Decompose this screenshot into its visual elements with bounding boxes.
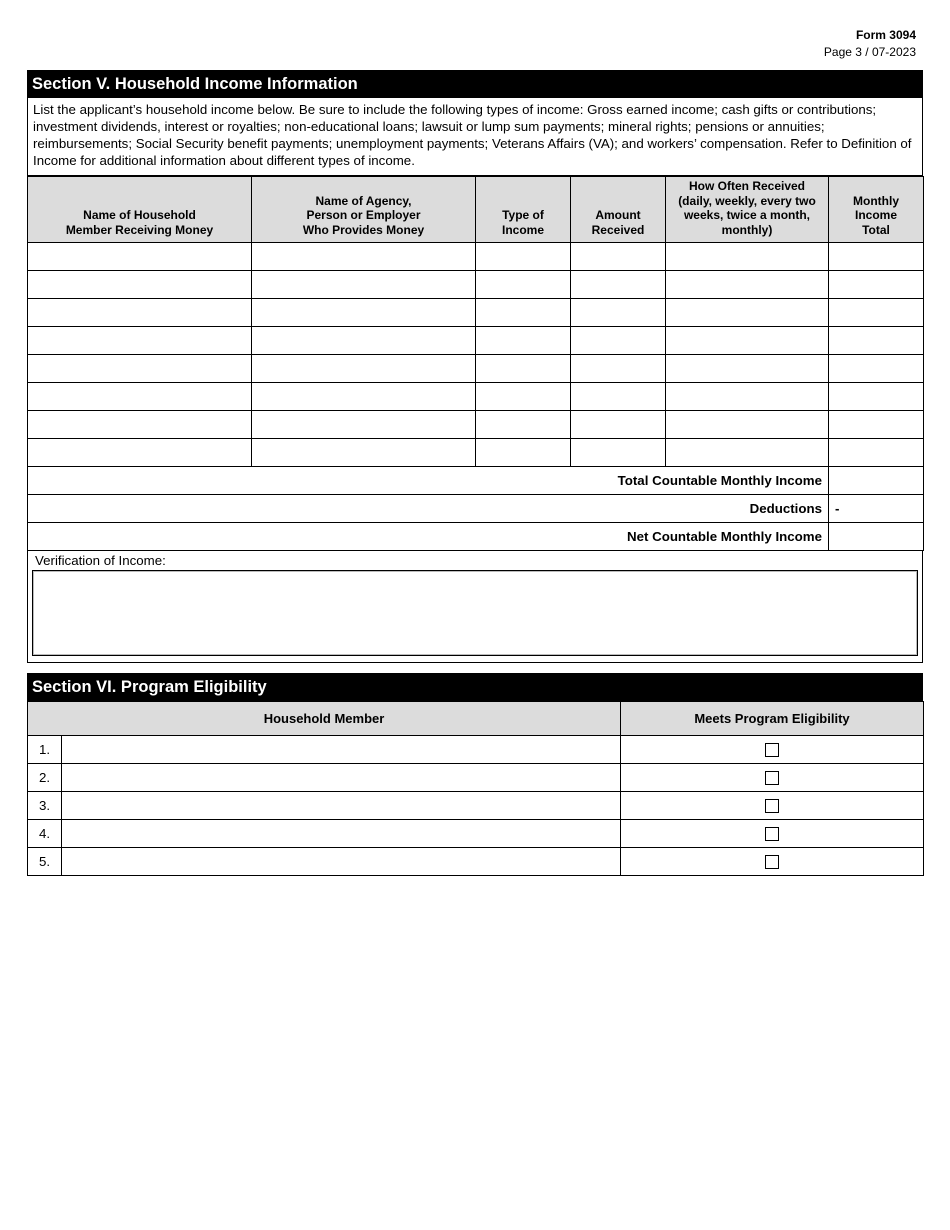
col-household-member: Household Member bbox=[28, 702, 621, 736]
frequency-field[interactable] bbox=[666, 355, 829, 383]
deductions-label: Deductions bbox=[28, 495, 829, 523]
provider-name-field[interactable] bbox=[252, 243, 476, 271]
amount-field[interactable] bbox=[571, 299, 666, 327]
provider-name-field[interactable] bbox=[252, 299, 476, 327]
eligibility-header-row bbox=[28, 702, 924, 736]
member-name-field[interactable] bbox=[28, 355, 252, 383]
income-type-field[interactable] bbox=[476, 411, 571, 439]
section-title: Section VI. Program Eligibility bbox=[27, 673, 923, 701]
income-row bbox=[28, 299, 924, 327]
meets-eligibility-checkbox[interactable] bbox=[765, 743, 779, 757]
income-row bbox=[28, 271, 924, 299]
household-member-field[interactable] bbox=[62, 848, 621, 876]
income-type-field[interactable] bbox=[476, 383, 571, 411]
amount-field[interactable] bbox=[571, 383, 666, 411]
monthly-total-field[interactable] bbox=[829, 439, 924, 467]
member-name-field[interactable] bbox=[28, 383, 252, 411]
income-row bbox=[28, 355, 924, 383]
eligibility-row bbox=[28, 764, 924, 792]
frequency-field[interactable] bbox=[666, 411, 829, 439]
verification-box bbox=[27, 551, 923, 663]
net-income-label: Net Countable Monthly Income bbox=[28, 523, 829, 551]
member-name-field[interactable] bbox=[28, 271, 252, 299]
monthly-total-field[interactable] bbox=[829, 383, 924, 411]
section-program-eligibility bbox=[27, 673, 923, 876]
eligibility-table bbox=[27, 701, 924, 876]
income-type-field[interactable] bbox=[476, 271, 571, 299]
row-number: 1. bbox=[28, 736, 62, 764]
frequency-field[interactable] bbox=[666, 383, 829, 411]
provider-name-field[interactable] bbox=[252, 439, 476, 467]
member-name-field[interactable] bbox=[28, 327, 252, 355]
provider-name-field[interactable] bbox=[252, 411, 476, 439]
amount-field[interactable] bbox=[571, 439, 666, 467]
provider-name-field[interactable] bbox=[252, 355, 476, 383]
total-income-row bbox=[28, 467, 924, 495]
col-meets-eligibility: Meets Program Eligibility bbox=[621, 702, 924, 736]
col-income-type: Type of Income bbox=[476, 177, 571, 243]
monthly-total-field[interactable] bbox=[829, 243, 924, 271]
eligibility-cell bbox=[621, 820, 924, 848]
provider-name-field[interactable] bbox=[252, 271, 476, 299]
amount-field[interactable] bbox=[571, 243, 666, 271]
member-name-field[interactable] bbox=[28, 299, 252, 327]
col-amount-received: Amount Received bbox=[571, 177, 666, 243]
amount-field[interactable] bbox=[571, 411, 666, 439]
frequency-field[interactable] bbox=[666, 299, 829, 327]
total-income-field[interactable] bbox=[829, 467, 924, 495]
row-number: 2. bbox=[28, 764, 62, 792]
member-name-field[interactable] bbox=[28, 439, 252, 467]
monthly-total-field[interactable] bbox=[829, 411, 924, 439]
meets-eligibility-checkbox[interactable] bbox=[765, 827, 779, 841]
monthly-total-field[interactable] bbox=[829, 327, 924, 355]
monthly-total-field[interactable] bbox=[829, 355, 924, 383]
net-income-field[interactable] bbox=[829, 523, 924, 551]
income-row bbox=[28, 411, 924, 439]
income-type-field[interactable] bbox=[476, 299, 571, 327]
page-info: Page 3 / 07-2023 bbox=[823, 45, 916, 59]
income-row bbox=[28, 327, 924, 355]
frequency-field[interactable] bbox=[666, 271, 829, 299]
col-frequency: How Often Received (daily, weekly, every two weeks, twice a month, monthly) bbox=[666, 177, 829, 243]
member-name-field[interactable] bbox=[28, 411, 252, 439]
frequency-field[interactable] bbox=[666, 243, 829, 271]
frequency-field[interactable] bbox=[666, 327, 829, 355]
col-monthly-total: Monthly Income Total bbox=[829, 177, 924, 243]
amount-field[interactable] bbox=[571, 327, 666, 355]
household-member-field[interactable] bbox=[62, 820, 621, 848]
income-row bbox=[28, 243, 924, 271]
provider-name-field[interactable] bbox=[252, 327, 476, 355]
eligibility-cell bbox=[621, 848, 924, 876]
verification-label: Verification of Income: bbox=[35, 553, 166, 568]
income-type-field[interactable] bbox=[476, 355, 571, 383]
deductions-field[interactable]: - bbox=[829, 495, 924, 523]
section-household-income bbox=[27, 70, 923, 663]
net-income-row bbox=[28, 523, 924, 551]
deductions-row bbox=[28, 495, 924, 523]
household-member-field[interactable] bbox=[62, 764, 621, 792]
verification-input[interactable] bbox=[32, 570, 918, 656]
meets-eligibility-checkbox[interactable] bbox=[765, 771, 779, 785]
income-type-field[interactable] bbox=[476, 439, 571, 467]
income-type-field[interactable] bbox=[476, 243, 571, 271]
row-number: 4. bbox=[28, 820, 62, 848]
eligibility-row bbox=[28, 820, 924, 848]
household-member-field[interactable] bbox=[62, 736, 621, 764]
eligibility-cell bbox=[621, 792, 924, 820]
income-row bbox=[28, 383, 924, 411]
frequency-field[interactable] bbox=[666, 439, 829, 467]
total-income-label: Total Countable Monthly Income bbox=[28, 467, 829, 495]
provider-name-field[interactable] bbox=[252, 383, 476, 411]
meets-eligibility-checkbox[interactable] bbox=[765, 799, 779, 813]
eligibility-row bbox=[28, 736, 924, 764]
col-member-name: Name of Household Member Receiving Money bbox=[28, 177, 252, 243]
eligibility-row bbox=[28, 792, 924, 820]
income-header-row bbox=[28, 177, 924, 243]
section-title: Section V. Household Income Information bbox=[27, 70, 923, 98]
income-type-field[interactable] bbox=[476, 327, 571, 355]
col-provider-name: Name of Agency, Person or Employer Who Provides Money bbox=[252, 177, 476, 243]
eligibility-cell bbox=[621, 736, 924, 764]
row-number: 5. bbox=[28, 848, 62, 876]
form-number: Form 3094 bbox=[855, 28, 916, 42]
meets-eligibility-checkbox[interactable] bbox=[765, 855, 779, 869]
amount-field[interactable] bbox=[571, 355, 666, 383]
eligibility-cell bbox=[621, 764, 924, 792]
amount-field[interactable] bbox=[571, 271, 666, 299]
household-member-field[interactable] bbox=[62, 792, 621, 820]
section-instructions: List the applicant’s household income below. Be sure to include the following types of income: Gross earned income; cash gifts or contributions; investment dividends, interest or royalties; non-educational loans; lawsuit or lump sum payments; mineral rights; pensions or annuities; reimbursements; Social Security benefit payments; unemployment payments; Veterans Affairs (VA); and workers’ compensation. Refer to Definition of Income for additional information about different types of income. bbox=[27, 98, 923, 176]
eligibility-row bbox=[28, 848, 924, 876]
member-name-field[interactable] bbox=[28, 243, 252, 271]
income-table bbox=[27, 176, 924, 551]
income-row bbox=[28, 439, 924, 467]
monthly-total-field[interactable] bbox=[829, 271, 924, 299]
row-number: 3. bbox=[28, 792, 62, 820]
monthly-total-field[interactable] bbox=[829, 299, 924, 327]
form-header bbox=[824, 27, 916, 61]
